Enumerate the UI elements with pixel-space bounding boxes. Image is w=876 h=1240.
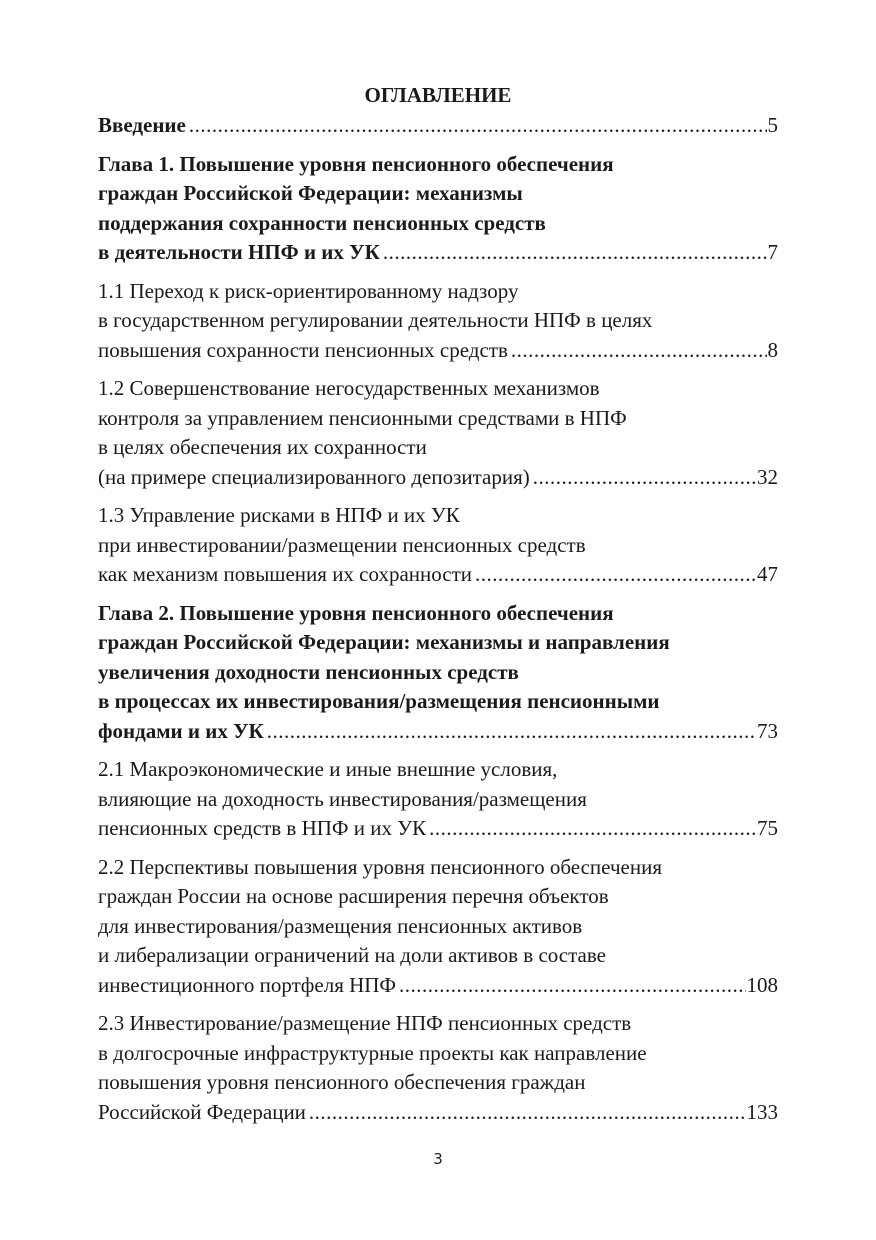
toc-entry-line: Глава 1. Повышение уровня пенсионного обеспечения xyxy=(98,151,614,176)
dot-leader xyxy=(475,560,756,590)
toc-entry-last-line xyxy=(98,238,778,268)
toc-page-number: 8 xyxy=(767,337,778,362)
toc-entry-line: в деятельности НПФ и их УК xyxy=(98,240,380,264)
toc-entry-line: в государственном регулировании деятельности НПФ в целях xyxy=(98,308,653,332)
toc-entry-line: повышения сохранности пенсионных средств xyxy=(98,337,508,362)
toc-entry-line: при инвестировании/размещении пенсионных средств xyxy=(98,532,586,557)
toc-entry-line: и либерализации ограничений на доли активов в составе xyxy=(98,943,606,967)
dot-leader xyxy=(267,717,756,747)
toc-entry-last-line xyxy=(98,463,778,493)
toc-page-number: 47 xyxy=(757,562,778,586)
dot-leader xyxy=(309,1098,746,1128)
toc-chapter-entry xyxy=(98,111,778,141)
toc-entry-line: в процессах их инвестирования/размещения пенсионными xyxy=(98,689,660,713)
document-page xyxy=(98,80,778,1136)
toc-entry-line: граждан Российской Федерации: механизмы xyxy=(98,181,523,205)
dot-leader xyxy=(511,336,767,366)
toc-page-number: 133 xyxy=(746,1099,778,1124)
toc-entry-line: 1.3 Управление рисками в НПФ и их УК xyxy=(98,503,460,527)
toc-page-number: 75 xyxy=(757,816,778,840)
toc-page-number: 5 xyxy=(767,113,778,137)
toc-entry-line: увеличения доходности пенсионных средств xyxy=(98,659,519,684)
toc-section-entry xyxy=(98,277,778,366)
toc-entry-line: 1.1 Переход к риск-ориентированному надзору xyxy=(98,278,519,303)
page-number: 3 xyxy=(433,1150,443,1168)
toc-chapter-entry xyxy=(98,150,778,268)
toc-entry-last-line xyxy=(98,717,778,747)
toc-entry-last-line xyxy=(98,111,778,141)
toc-page-number: 108 xyxy=(746,972,778,997)
toc-entry-line: влияющие на доходность инвестирования/размещения xyxy=(98,786,587,811)
toc-entry-line: фондами и их УК xyxy=(98,718,264,743)
dot-leader xyxy=(429,814,756,844)
toc-entry-line: граждан России на основе расширения перечня объектов xyxy=(98,884,609,908)
toc-entry-line: в целях обеспечения их сохранности xyxy=(98,435,427,459)
dot-leader xyxy=(383,238,767,268)
toc-section-entry xyxy=(98,501,778,590)
toc-entry-line: 1.2 Совершенствование негосударственных механизмов xyxy=(98,376,600,400)
toc-section-entry xyxy=(98,374,778,492)
toc-entry-last-line xyxy=(98,560,778,590)
toc-entry-line: 2.1 Макроэкономические и иные внешние условия, xyxy=(98,757,558,781)
toc-entry-line: повышения уровня пенсионного обеспечения граждан xyxy=(98,1070,586,1094)
toc-entry-line: (на примере специализированного депозитария) xyxy=(98,464,530,489)
toc-entry-line: инвестиционного портфеля НПФ xyxy=(98,972,397,997)
toc-entry-line: граждан Российской Федерации: механизмы и направления xyxy=(98,630,670,654)
toc-entry-line: в долгосрочные инфраструктурные проекты как направление xyxy=(98,1040,647,1065)
toc-entry-last-line xyxy=(98,814,778,844)
toc-section-entry xyxy=(98,853,778,1001)
toc-page-number: 73 xyxy=(757,718,778,743)
toc-entry-line: как механизм повышения их сохранности xyxy=(98,562,473,586)
toc-entry-line: 2.2 Перспективы повышения уровня пенсионного обеспечения xyxy=(98,854,662,879)
toc-page-number: 7 xyxy=(767,240,778,264)
toc-entry-line: для инвестирования/размещения пенсионных активов xyxy=(98,913,583,938)
toc-entry-line: Российской Федерации xyxy=(98,1099,306,1124)
toc-entry-line: Глава 2. Повышение уровня пенсионного обеспечения xyxy=(98,600,614,625)
toc-entry-line: 2.3 Инвестирование/размещение НПФ пенсионных средств xyxy=(98,1011,632,1035)
dot-leader xyxy=(189,111,767,141)
toc-list xyxy=(98,111,778,1127)
toc-section-entry xyxy=(98,1009,778,1127)
dot-leader xyxy=(399,971,745,1001)
toc-title: ОГЛАВЛЕНИЕ xyxy=(364,83,512,107)
toc-entry-last-line xyxy=(98,971,778,1001)
toc-entry-last-line xyxy=(98,1098,778,1128)
toc-page-number: 32 xyxy=(757,464,778,489)
toc-section-entry xyxy=(98,755,778,844)
dot-leader xyxy=(533,463,756,493)
toc-entry-line: поддержания сохранности пенсионных средств xyxy=(98,210,546,235)
toc-entry-line: контроля за управлением пенсионными средствами в НПФ xyxy=(98,405,627,430)
toc-entry-line: Введение xyxy=(98,113,186,137)
toc-entry-last-line xyxy=(98,336,778,366)
toc-entry-line: пенсионных средств в НПФ и их УК xyxy=(98,816,427,840)
toc-chapter-entry xyxy=(98,599,778,747)
